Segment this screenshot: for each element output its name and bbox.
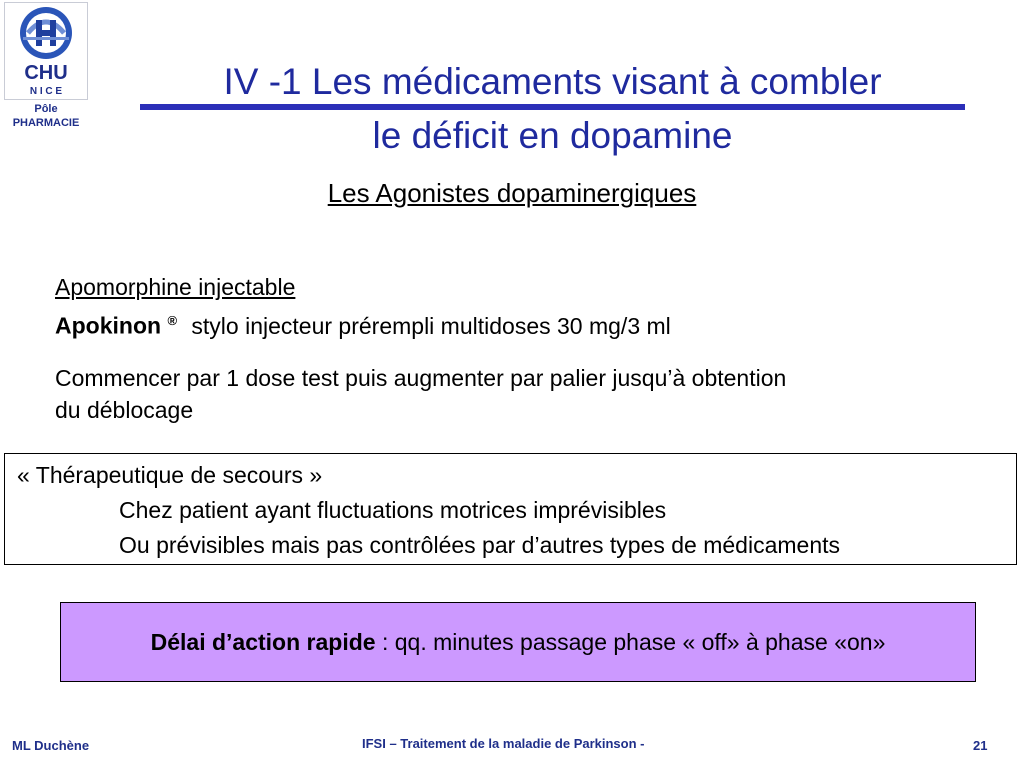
slide-title-line2: le déficit en dopamine bbox=[372, 115, 733, 156]
chu-nice-logo bbox=[0, 0, 92, 140]
slide-title-line1: IV -1 Les médicaments visant à combler bbox=[223, 61, 882, 102]
dosing-line1: Commencer par 1 dose test puis augmenter par palier jusqu’à obtention bbox=[55, 365, 787, 391]
therapy-title: « Thérapeutique de secours » bbox=[17, 462, 323, 488]
section-subtitle: Les Agonistes dopaminergiques bbox=[327, 178, 697, 208]
pole-line: Pôle bbox=[34, 103, 58, 115]
page-number: 21 bbox=[973, 738, 988, 753]
footer-author: ML Duchène bbox=[12, 738, 90, 753]
pharmacie-line: PHARMACIE bbox=[12, 117, 80, 129]
pole-label bbox=[0, 102, 92, 130]
hospital-emblem-icon bbox=[5, 3, 87, 99]
drug-brand: Apokinon bbox=[55, 312, 162, 339]
drug-description: stylo injecteur prérempli multidoses 30 mg/3 ml bbox=[191, 312, 671, 339]
therapy-line2: Ou prévisibles mais pas contrôlées par d’autres types de médicaments bbox=[119, 532, 841, 558]
drug-heading: Apomorphine injectable bbox=[55, 274, 296, 300]
logo-frame bbox=[4, 2, 88, 100]
drug-line bbox=[55, 306, 671, 341]
therapy-box bbox=[4, 453, 1017, 565]
title-divider bbox=[140, 104, 965, 110]
logo-city-text: N I C E bbox=[29, 86, 63, 97]
action-box bbox=[60, 602, 976, 682]
therapy-line1: Chez patient ayant fluctuations motrices imprévisibles bbox=[119, 497, 667, 523]
logo-chu-text: CHU bbox=[24, 62, 68, 84]
action-detail: : qq. minutes passage phase « off» à phase «on» bbox=[375, 628, 886, 655]
registered-mark: ® bbox=[167, 313, 178, 328]
action-label: Délai d’action rapide bbox=[150, 628, 376, 655]
footer-course: IFSI – Traitement de la maladie de Parkinson - bbox=[362, 736, 645, 751]
action-text bbox=[151, 629, 886, 656]
dosing-line2: du déblocage bbox=[55, 397, 194, 423]
